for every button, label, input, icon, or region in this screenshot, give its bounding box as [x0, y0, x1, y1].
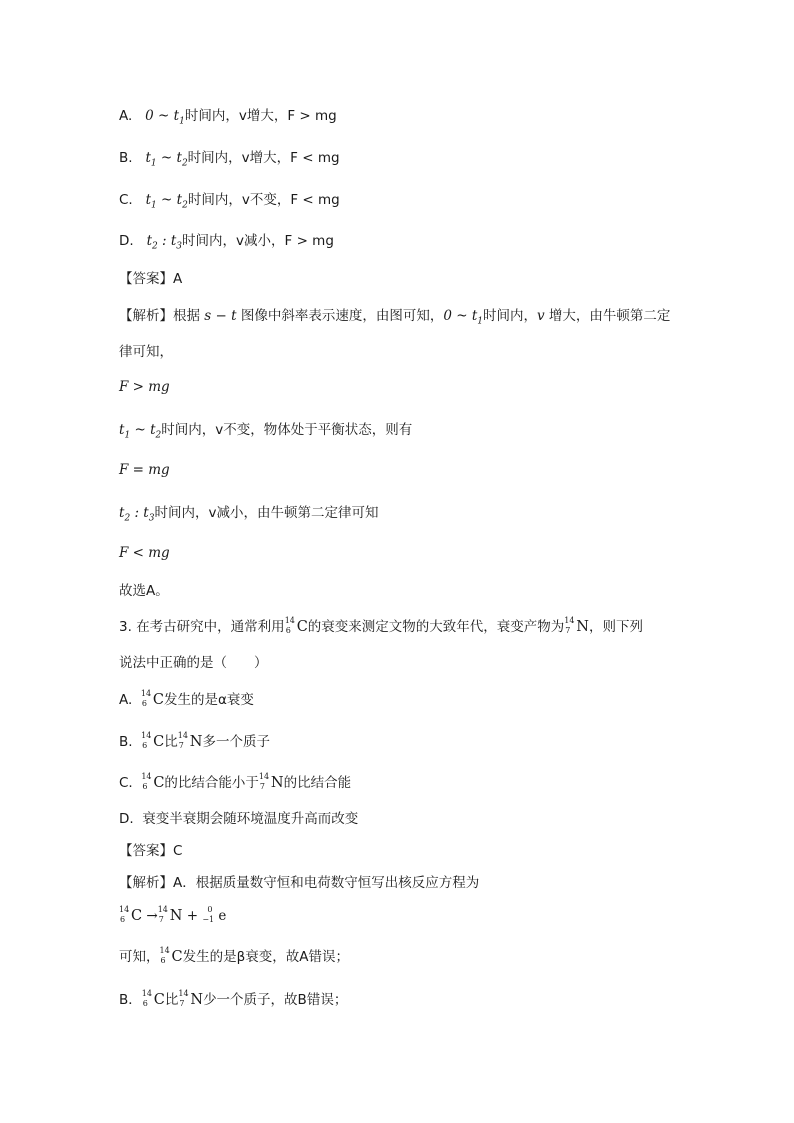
option-c [119, 190, 340, 216]
analysis-text: 时间内，v减小，由牛顿第二定律可知 [154, 505, 379, 521]
question-3-stem-line1 [119, 617, 643, 637]
option-text: 多一个质子 [202, 734, 270, 750]
electron-symbol: e [218, 908, 227, 924]
analysis-text: 增大，由牛顿第二定 [548, 308, 671, 324]
nuclide-c14: 14 6 [141, 731, 152, 750]
time-interval: 0 ~ $t_1$ [443, 308, 483, 327]
time-interval: $t_1$ ~ $t_2$ [145, 150, 188, 169]
analysis-text: 图像中斜率表示速度，由图可知， [240, 308, 444, 324]
analysis-q3-line2 [119, 947, 349, 967]
equation-3: F < mg [119, 545, 170, 561]
nuclide-symbol: C [171, 949, 183, 965]
stem-text: 的衰变来测定文物的大致年代，衰变产物为 [307, 619, 565, 635]
option-label: B. [119, 734, 133, 750]
nuclide-n14: 14 7 [178, 989, 189, 1008]
answer-q2: 【答案】A [119, 271, 183, 287]
analysis-text: A．根据质量数守恒和电荷数守恒写出核反应方程为 [173, 875, 480, 891]
electron-particle: 0 −1 [202, 905, 215, 924]
nuclear-reaction-equation [119, 906, 226, 926]
nuclide-c14: 14 6 [140, 689, 152, 708]
nuclide-symbol: C [152, 692, 164, 708]
plus-symbol: + [186, 908, 199, 924]
option-text: 的比结合能 [283, 775, 352, 791]
time-interval: $t_1$ ~ $t_2$ [119, 422, 162, 441]
equation-1: F > mg [119, 379, 170, 395]
s-t-graph: s − t [200, 308, 241, 324]
arrow-symbol: → [146, 908, 158, 924]
option-label: A. [119, 692, 133, 708]
analysis-tag: 【解析】 [119, 308, 173, 324]
nuclide-c14: 14 6 [141, 989, 152, 1008]
option-text: 比 [164, 734, 178, 750]
nuclide-n14: 14 7 [177, 731, 188, 750]
analysis-text: 少一个质子，故B错误； [203, 992, 348, 1008]
nuclide-c14: 14 6 [284, 616, 295, 635]
nuclide-symbol: N [576, 619, 589, 635]
equation-2: F = mg [119, 462, 170, 478]
option-text: 时间内，v减小，F > mg [182, 233, 334, 249]
nuclide-symbol: C [296, 619, 308, 635]
nuclide-n14: 14 7 [564, 616, 575, 635]
nuclide-symbol: C [131, 908, 143, 924]
option-label: D. [119, 233, 134, 249]
nuclide-c14: 14 6 [119, 905, 130, 924]
option-text: 的比结合能小于 [164, 775, 259, 791]
question-3-stem-line2: 说法中正确的是（ ） [119, 655, 268, 671]
analysis-tag: 【解析】 [119, 875, 173, 891]
analysis-text: 时间内，v不变，物体处于平衡状态，则有 [161, 422, 413, 438]
nuclide-symbol: N [270, 775, 284, 791]
analysis-q3-line3 [119, 990, 347, 1010]
option-b [119, 148, 340, 174]
option-text: 衰变半衰期会随环境温度升高而改变 [142, 811, 359, 827]
nuclide-symbol: C [153, 734, 165, 750]
option-label: C. [119, 775, 133, 791]
option-label: B. [119, 150, 133, 166]
nuclide-c14: 14 6 [159, 946, 170, 965]
analysis-text: 根据 [173, 308, 200, 324]
q3-option-a [119, 690, 254, 710]
nuclide-c14: 14 6 [141, 772, 152, 791]
analysis-q3-line1 [119, 873, 479, 893]
analysis-text: 发生的是β衰变，故A错误； [182, 949, 349, 965]
nuclide-symbol: N [169, 908, 183, 924]
q3-option-b [119, 732, 270, 752]
analysis-q2-line3 [119, 420, 412, 446]
time-interval: $t_2$ : $t_3$ [146, 233, 183, 252]
analysis-q2-line4 [119, 503, 378, 529]
nuclide-symbol: N [190, 992, 204, 1008]
nuclide-n14: 14 7 [157, 905, 168, 924]
option-label: A. [119, 108, 133, 124]
nuclide-n14: 14 7 [258, 772, 270, 791]
answer-q3: 【答案】C [119, 843, 183, 859]
analysis-text: B． [119, 992, 142, 1008]
option-d [119, 231, 334, 257]
analysis-q2-line2: 律可知， [119, 344, 173, 360]
conclusion-q2: 故选A。 [119, 583, 169, 599]
option-text: 时间内，v不变，F < mg [187, 192, 340, 208]
nuclide-symbol: C [153, 992, 165, 1008]
time-interval: $t_2$ : $t_3$ [119, 505, 155, 524]
q3-option-c [119, 773, 351, 793]
nuclide-symbol: N [189, 734, 203, 750]
option-text: 时间内，v增大，F < mg [187, 150, 340, 166]
option-a [119, 106, 337, 132]
option-text: 时间内，v增大，F > mg [184, 108, 337, 124]
analysis-text: 时间内， [483, 308, 537, 324]
nuclide-symbol: C [153, 775, 165, 791]
analysis-text: 比 [164, 992, 179, 1008]
option-label: C. [119, 192, 133, 208]
time-interval: $t_1$ ~ $t_2$ [145, 192, 188, 211]
velocity-symbol: v [537, 308, 549, 324]
question-number: 3. [119, 619, 132, 635]
stem-text: 在考古研究中，通常利用 [136, 619, 285, 635]
stem-text: ，则下列 [588, 619, 643, 635]
option-label: D. [119, 811, 134, 827]
time-interval: 0 ~ $t_1$ [145, 108, 185, 127]
option-text: 发生的是α衰变 [164, 692, 254, 708]
analysis-q2-line1 [119, 306, 670, 332]
analysis-text: 可知， [119, 949, 160, 965]
q3-option-d [119, 809, 358, 829]
